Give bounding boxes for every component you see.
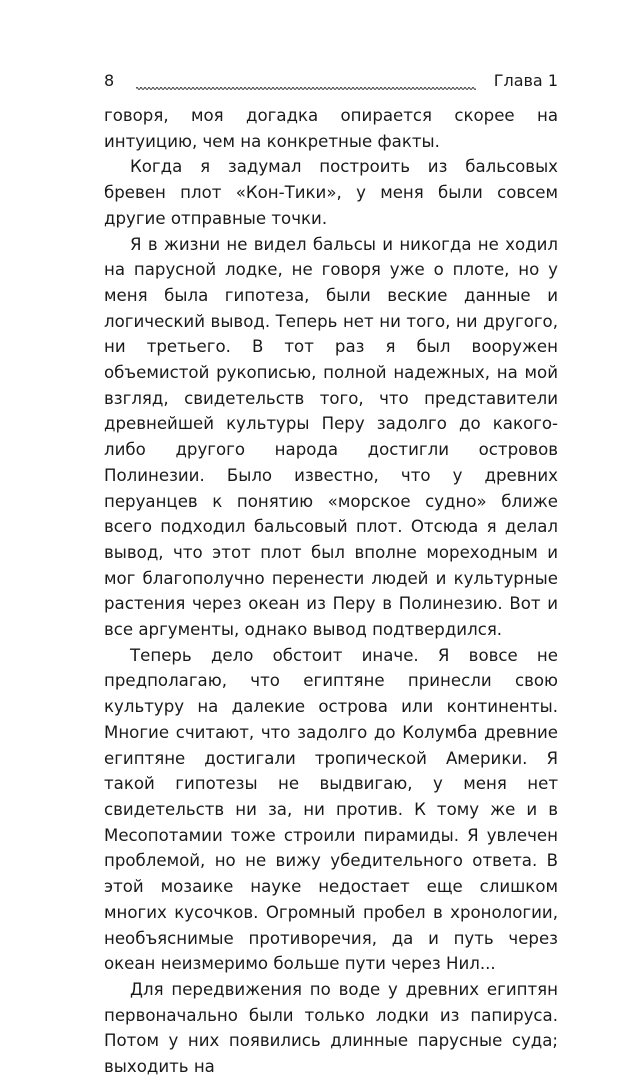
page-number: 8 — [104, 71, 115, 90]
paragraph-2: Когда я задумал построить из бальсовых бревен плот «Кон-Тики», у меня были совсем другие отправные точки. — [104, 157, 558, 228]
book-page — [104, 66, 558, 1080]
running-header — [104, 66, 558, 96]
paragraph-5: Для передвижения по воде у древних египтян первоначально были только лодки из папируса. Потом у них появились длинные парусные суда; выходить на — [104, 979, 558, 1077]
paragraph-4: Теперь дело обстоит иначе. Я вовсе не предполагаю, что египтяне принесли свою культуру на далекие острова или континенты. Многие считают, что задолго до Колумба древние египтяне достигали тропической Америки. Я такой гипотезы не выдвигаю, у меня нет свидетельств ни за, ни против. К тому же и в Месопотамии тоже строили пирамиды. Я увлечен проблемой, но не вижу убедительного ответа. В этой мозаике науке недостает еще слишком многих кусочков. Огромный пробел в хронологии, необъяснимые противоречия, да и путь через океан неизмеримо больше пути через Нил... — [104, 645, 558, 974]
paragraph-1: говоря, моя догадка опирается скорее на интуицию, чем на конкретные факты. — [104, 106, 558, 151]
chapter-label: Глава 1 — [493, 71, 558, 90]
paragraph-3: Я в жизни не видел бальсы и никогда не ходил на парусной лодке, не говоря уже о плоте, но у меня была гипотеза, были веские данные и логический вывод. Теперь нет ни того, ни другого, ни третьего. В тот раз я был вооружен объемистой рукописью, полной надежных, на мой взгляд, свидетельств того, что представители древнейшей культуры Перу задолго до какого-либо другого народа достигли островов Полинезии. Было известно, что у древних перуанцев к понятию «морское судно» ближе всего подходил бальсовый плот. Отсюда я делал вывод, что этот плот был вполне мореходным и мог благополучно перенести людей и культурные растения через океан из Перу в Полинезию. Вот и все аргументы, однако вывод подтвердился. — [104, 234, 558, 640]
body-text — [104, 103, 558, 1080]
header-wavy-rule — [136, 86, 476, 91]
